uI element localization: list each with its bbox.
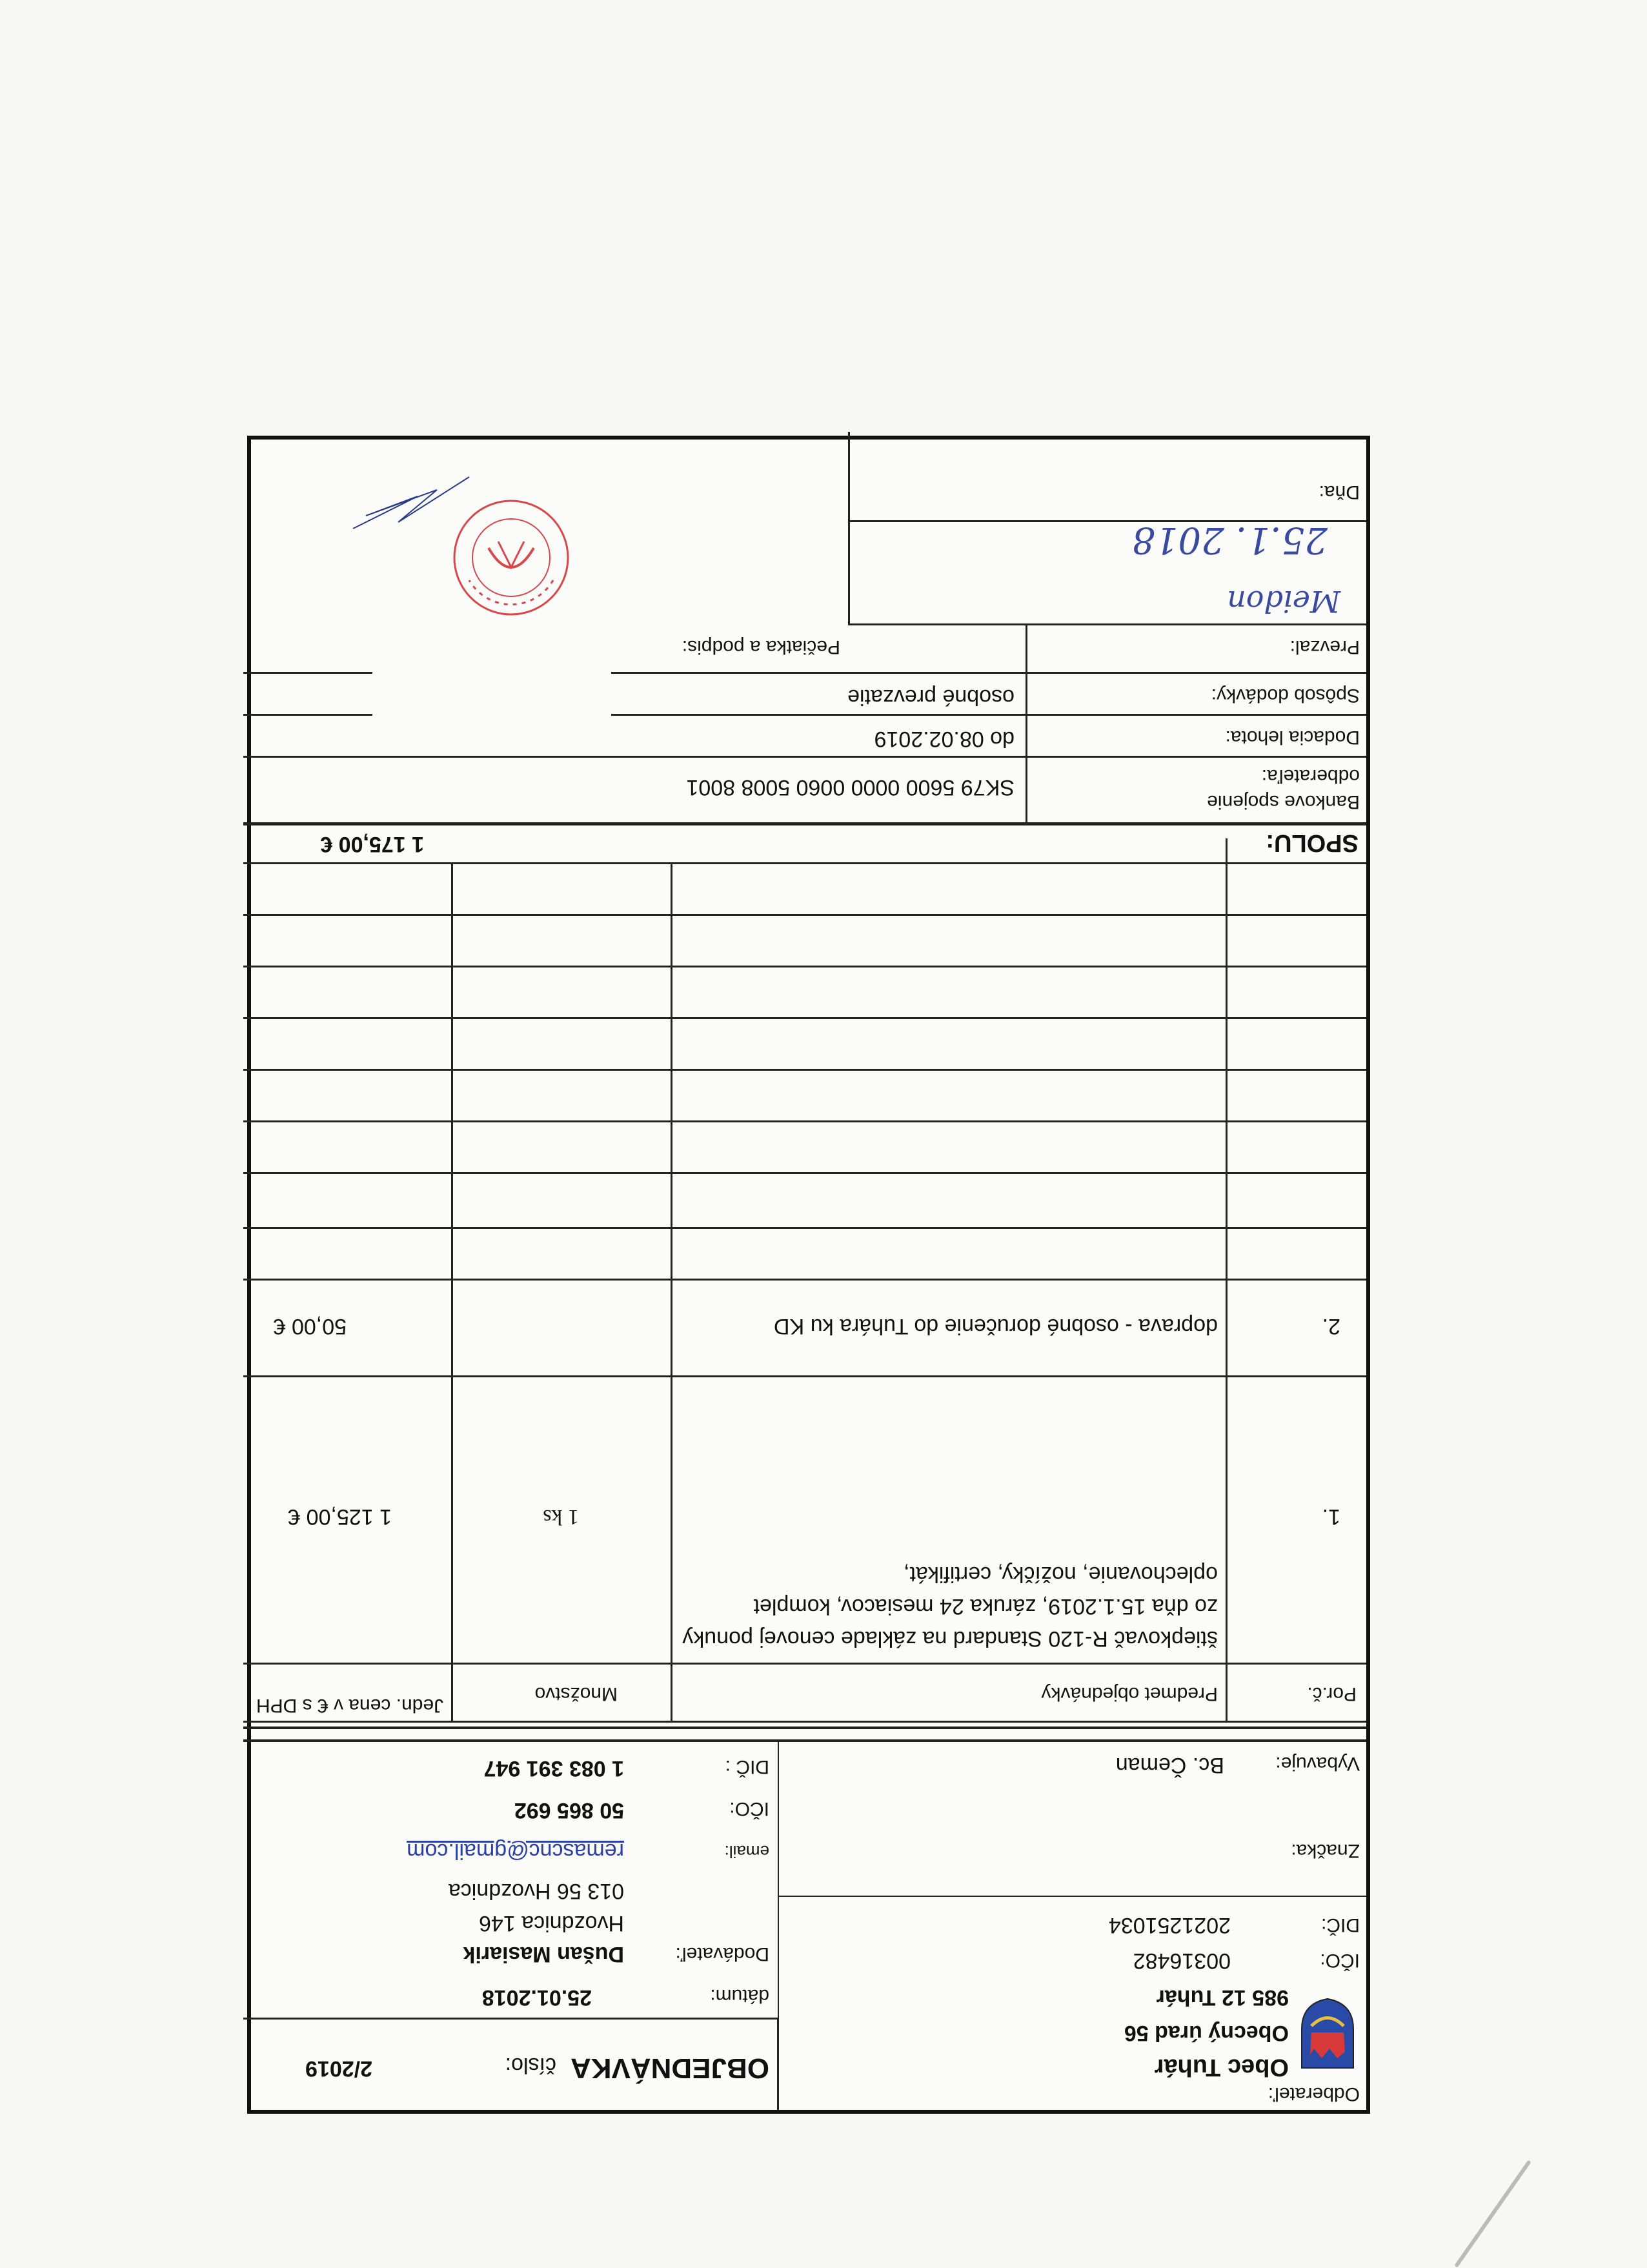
prevzal-label: Prevzal: (1289, 636, 1360, 658)
dna-handwritten: 25.1. 2018 (1132, 519, 1328, 561)
vybavuje-label: Vybavuje: (1275, 1753, 1360, 1774)
col-mnozstvo: Množstvo (534, 1683, 618, 1705)
ico-value: 00316482 (1133, 1949, 1231, 1973)
dodavatel-addr2: 013 56 Hvozdnica (448, 1879, 624, 1903)
sup-ico-value: 50 865 692 (514, 1798, 624, 1823)
order-form (247, 436, 1370, 2114)
coat-of-arms-icon (1298, 1997, 1357, 2071)
datum-value: 25.01.2018 (481, 1985, 592, 2010)
email-label: email: (724, 1842, 769, 1861)
bank-label-2: odberateľa: (1261, 765, 1360, 787)
row1-porc: 1. (1322, 1504, 1340, 1529)
sposob-value: osobné prevzatie (847, 685, 1015, 709)
odberatel-name: Obec Tuhár (1154, 2054, 1289, 2081)
dna-label: Dňa: (1319, 481, 1360, 503)
sup-dic-label: DIČ : (725, 1756, 769, 1777)
row1-cena: 1 125,00 € (288, 1504, 392, 1529)
pen-mark (1454, 2160, 1531, 2267)
sup-ico-label: IČO: (729, 1798, 769, 1819)
sup-dic-value: 1 083 391 947 (483, 1756, 624, 1781)
signature-scribble-icon (347, 464, 476, 535)
email-link[interactable]: remascnc@gmail.com (407, 1839, 624, 1863)
row1-predmet: štiepkovač R-120 Standard na základe cenovej ponuky zo dňa 15.1.2019, záruka 24 mesiacov, komplet oplechovanie, nožíčky, certifikát, (682, 1562, 1218, 1651)
dic-label: DIČ: (1321, 1914, 1360, 1936)
dic-value: 2021251034 (1108, 1913, 1231, 1938)
spolu-label: SPOLU: (1266, 829, 1359, 856)
pecatka-label: Pečiatka a podpis: (682, 636, 840, 658)
prevzal-signature: Meidon (1227, 584, 1340, 619)
order-form-rotated (242, 426, 1370, 2114)
lehota-label: Dodacia lehota: (1225, 727, 1360, 748)
dodavatel-addr1: Hvozdnica 146 (479, 1911, 624, 1936)
row2-cena: 50,00 € (273, 1314, 347, 1339)
bank-value: SK79 5600 0000 0060 5008 8001 (686, 775, 1015, 800)
row2-predmet: doprava - osobné doručenie do Tuhára ku KD (773, 1314, 1218, 1339)
dodavatel-name: Dušan Masiarik (463, 1942, 624, 1967)
odberatel-label: Odberateľ: (1268, 2083, 1360, 2105)
col-cena: Jedn. cena v € s DPH (256, 1695, 444, 1716)
vybavuje-value: Bc. Čeman (1115, 1753, 1224, 1777)
bank-label: Bankove spojenie (1207, 791, 1360, 813)
znacka-label: Značka: (1291, 1840, 1360, 1861)
col-porc: Por.č. (1307, 1683, 1357, 1705)
ico-label: IČO: (1320, 1950, 1360, 1971)
odberatel-line3: 985 12 Tuhár (1156, 1985, 1289, 2010)
row2-porc: 2. (1322, 1314, 1340, 1339)
odberatel-line2: Obecný úrad 56 (1124, 2021, 1289, 2045)
datum-label: dátum: (710, 1985, 769, 2007)
doc-title: OBJEDNÁVKA (570, 2052, 769, 2084)
cislo-value: 2/2019 (305, 2056, 372, 2081)
spolu-value: 1 175,00 € (320, 832, 424, 856)
dodavatel-label: Dodávateľ: (675, 1943, 769, 1965)
col-predmet: Predmet objednávky (1041, 1683, 1218, 1705)
lehota-value: do 08.02.2019 (874, 727, 1015, 751)
sposob-label: Spôsob dodávky: (1211, 685, 1360, 706)
cislo-label: číslo: (505, 2053, 556, 2078)
row1-mnozstvo: 1 ks (543, 1505, 579, 1529)
